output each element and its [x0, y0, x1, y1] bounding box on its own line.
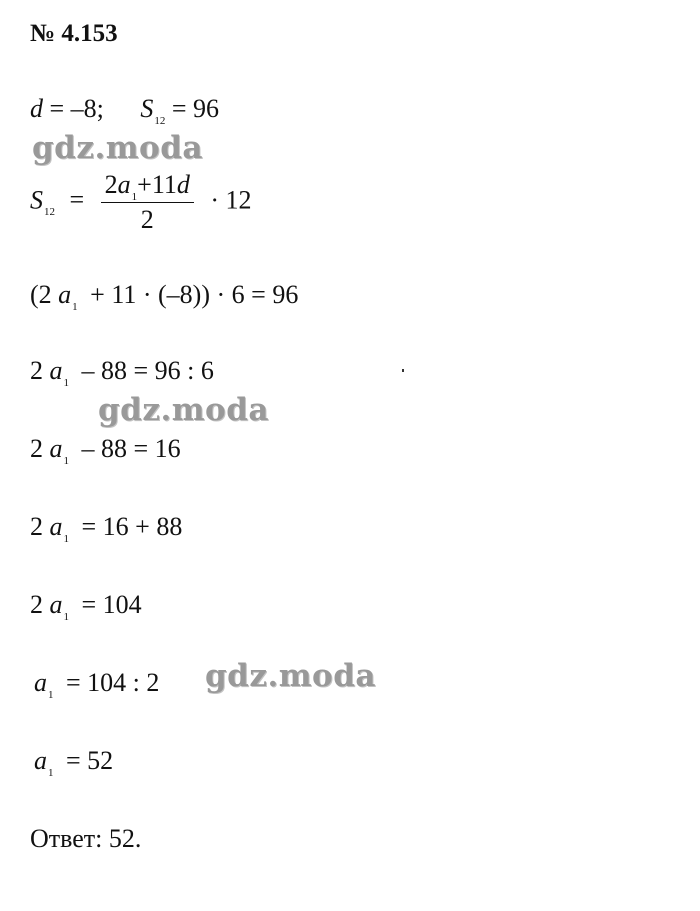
step-subscript: 1 — [63, 533, 69, 545]
solution-step-6 — [34, 668, 160, 701]
step-expression: = 104 : 2 — [66, 668, 160, 697]
numerator-variable: a — [117, 170, 131, 199]
step-variable: a — [34, 668, 47, 697]
step-subscript: 1 — [48, 689, 54, 701]
d-variable: d — [30, 94, 43, 123]
step-expression: = 16 + 88 — [81, 512, 183, 541]
step-prefix: (2 — [30, 280, 59, 309]
solution-step-1 — [30, 280, 299, 313]
step-subscript: 1 — [63, 455, 69, 467]
step-prefix: 2 — [30, 590, 50, 619]
step-prefix: 2 — [30, 356, 50, 385]
answer-line: Ответ: 52. — [30, 824, 142, 853]
fraction-denominator: 2 — [140, 205, 154, 234]
watermark: gdz.moda — [32, 130, 203, 166]
step-prefix: 2 — [30, 512, 50, 541]
solution-step-4 — [30, 512, 183, 545]
d-value: = –8; — [49, 94, 104, 123]
solution-step-2 — [30, 356, 214, 389]
watermark: gdz.moda — [205, 658, 376, 694]
numerator-d-variable: d — [176, 170, 190, 199]
step-expression: + 11 · (–8)) · 6 = 96 — [90, 280, 299, 309]
formula-lhs-subscript: 12 — [44, 206, 55, 219]
numerator-coefficient: 2 — [104, 170, 118, 199]
s-subscript: 12 — [154, 115, 166, 127]
step-expression: = 52 — [66, 746, 114, 775]
step-variable: a — [49, 434, 63, 463]
step-subscript: 1 — [72, 301, 78, 313]
formula-fraction — [101, 172, 194, 233]
sum-formula — [30, 172, 252, 233]
step-variable: a — [49, 356, 63, 385]
given-line — [30, 94, 220, 127]
formula-equals: = — [69, 185, 85, 215]
formula-lhs-variable: S — [30, 185, 43, 215]
s-variable: S — [140, 94, 154, 123]
problem-number: № 4.153 — [30, 20, 118, 47]
stray-mark — [402, 369, 404, 372]
step-variable: a — [34, 746, 47, 775]
step-prefix: 2 — [30, 434, 50, 463]
step-variable: a — [58, 280, 72, 309]
numerator-plus-term: +11 — [137, 170, 177, 199]
step-subscript: 1 — [63, 611, 69, 623]
solution-step-3 — [30, 434, 181, 467]
watermark: gdz.moda — [98, 392, 269, 428]
numerator-subscript: 1 — [131, 191, 138, 203]
formula-multiplier: · 12 — [210, 185, 252, 215]
step-variable: a — [49, 512, 63, 541]
step-variable: a — [49, 590, 63, 619]
step-expression: – 88 = 16 — [81, 434, 181, 463]
fraction-numerator — [101, 172, 194, 203]
s-value: = 96 — [171, 94, 220, 123]
solution-step-7 — [34, 746, 114, 779]
step-expression: – 88 = 96 : 6 — [81, 356, 214, 385]
solution-step-5 — [30, 590, 142, 623]
step-subscript: 1 — [63, 377, 69, 389]
step-expression: = 104 — [81, 590, 142, 619]
step-subscript: 1 — [48, 767, 54, 779]
